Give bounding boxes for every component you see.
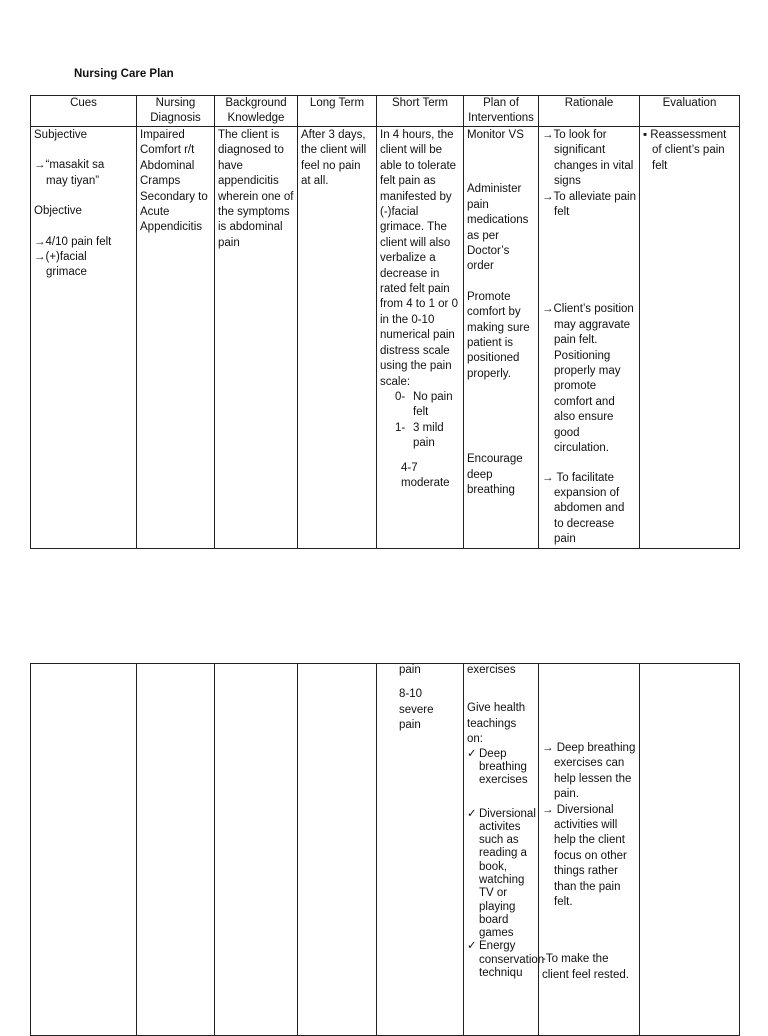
intervention-item: Promote comfort by making sure patient is positioned properly. [467, 290, 530, 380]
background-knowledge-cell [215, 664, 298, 1036]
objective-cue: (+)facial [45, 251, 87, 264]
header-background-knowledge: Background Knowledge [215, 96, 298, 127]
header-plan-of-interventions: Plan of Interventions [464, 96, 539, 127]
nursing-diagnosis-cell: Impaired Comfort r/t Abdominal Cramps Secondary to Acute Appendicitis [137, 127, 215, 549]
evaluation-item: Reassessment of client’s pain felt [650, 129, 727, 172]
rationale-cell [539, 127, 640, 549]
scale-text: pain [399, 664, 421, 676]
scale-number: 0- [395, 390, 406, 403]
checkmark-icon: ✓ [467, 940, 477, 953]
rationale-item: Deep breathing exercises can help lessen the pain. [553, 742, 636, 801]
intervention-item: Give health teachings on: [467, 702, 526, 746]
header-evaluation: Evaluation [640, 96, 740, 127]
objective-cue-cont: grimace [46, 266, 87, 279]
checkmark-icon: ✓ [467, 747, 477, 760]
care-plan-table [30, 95, 740, 549]
arrow-icon [542, 804, 554, 816]
arrow-icon [542, 191, 554, 203]
evaluation-cell [640, 127, 740, 549]
scale-text: 3 mild pain [413, 421, 444, 450]
care-plan-table-continued [30, 663, 740, 1036]
header-rationale: Rationale [539, 96, 640, 127]
scale-text: 8-10 severe pain [399, 688, 434, 732]
arrow-icon [34, 159, 46, 171]
interventions-cell [464, 127, 539, 549]
objective-cue: 4/10 pain felt [45, 235, 112, 248]
rationale-item: To alleviate pain felt [553, 190, 636, 219]
nursing-diagnosis-cell [137, 664, 215, 1036]
short-term-cell [377, 664, 464, 1036]
header-short-term: Short Term [377, 96, 464, 127]
page-title: Nursing Care Plan [74, 68, 174, 80]
header-row [31, 96, 740, 127]
rationale-item: To look for significant changes in vital signs [553, 129, 634, 188]
intervention-item: Encourage deep breathing [467, 453, 523, 497]
background-knowledge-cell: The client is diagnosed to have appendicitis wherein one of the symptoms is abdominal pain [215, 127, 298, 549]
header-long-term: Long Term [298, 96, 377, 127]
short-term-goal: In 4 hours, the client will be able to tolerate felt pain as manifested by (-)facial grimace. The client will also verbalize a decrease in rated felt pain from 4 to 1 or 0 in the 0-10 numerical pain distress scale using the pain scale: [380, 129, 458, 388]
teaching-item: Energy conservation techniqu [479, 940, 545, 980]
scale-number: 1- [395, 421, 406, 434]
arrow-icon [542, 129, 554, 141]
intervention-item: Administer pain medications as per Doctor’s order [467, 183, 529, 273]
cues-cell [31, 127, 137, 549]
intervention-item: Monitor VS [467, 129, 524, 141]
header-cues: Cues [31, 96, 137, 127]
evaluation-cell [640, 664, 740, 1036]
bullet-icon: ▪ [643, 129, 651, 141]
teaching-item: Diversional activites such as reading a book, watching TV or playing board games [479, 807, 536, 940]
subjective-label: Subjective [34, 129, 88, 141]
teaching-item: Deep breathing exercises [479, 747, 528, 787]
subjective-cue: “masakit sa [45, 159, 105, 172]
intervention-item: exercises [467, 664, 516, 676]
checkmark-icon: ✓ [467, 807, 477, 820]
table-row [31, 127, 740, 549]
header-nursing-diagnosis: Nursing Diagnosis [137, 96, 215, 127]
short-term-cell [377, 127, 464, 549]
interventions-cell [464, 664, 545, 1036]
table-row [31, 664, 740, 1036]
subjective-cue-cont: may tiyan” [46, 174, 100, 187]
long-term-cell [298, 664, 377, 1036]
objective-label: Objective [34, 205, 82, 218]
rationale-item: To facilitate expansion of abdomen and to decrease pain [553, 471, 625, 546]
long-term-cell: After 3 days, the client will feel no pain at all. [298, 127, 377, 549]
arrow-icon [542, 742, 554, 754]
rationale-item: -To make the client feel rested. [542, 953, 629, 981]
arrow-icon [34, 236, 46, 248]
arrow-icon [34, 251, 46, 263]
scale-text: 4-7 moderate [401, 461, 450, 489]
scale-text: No pain felt [413, 390, 453, 419]
arrow-icon [542, 303, 554, 315]
arrow-icon [542, 472, 554, 484]
rationale-cell [539, 664, 640, 1036]
rationale-item: Diversional activities will help the client focus on other things rather than the pain felt. [553, 803, 627, 909]
rationale-item: Client’s position may aggravate pain felt. Positioning properly may promote comfort and also ensure good circulation. [553, 303, 634, 455]
cues-cell [31, 664, 137, 1036]
